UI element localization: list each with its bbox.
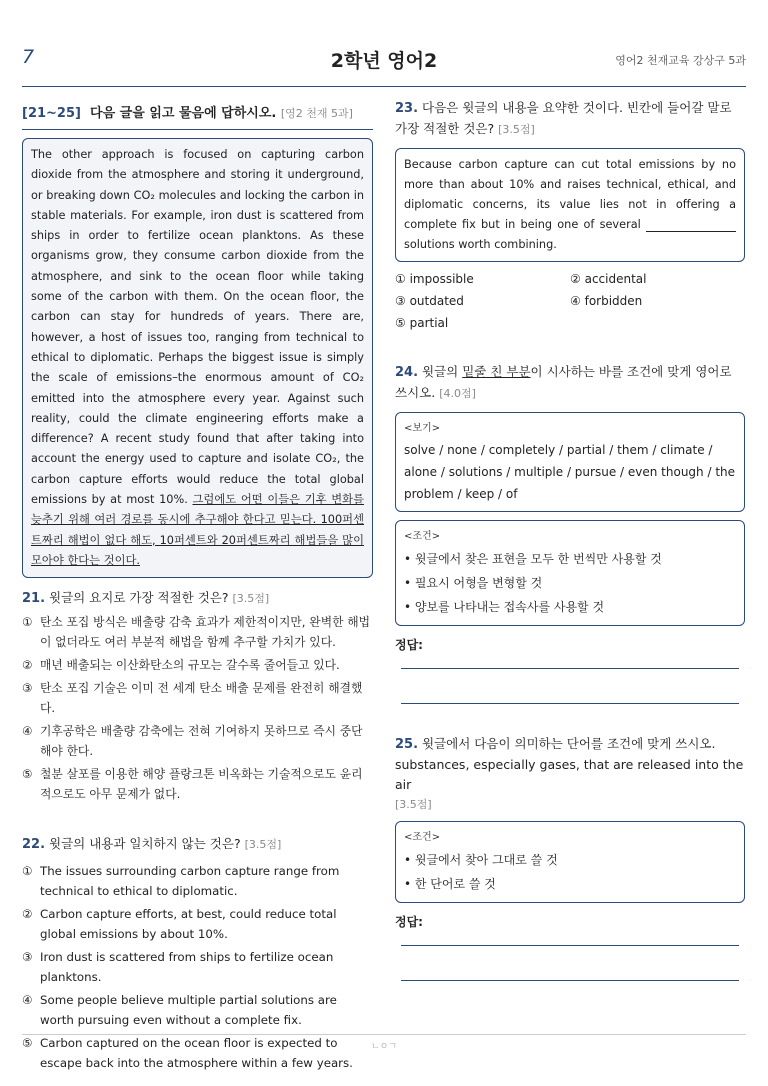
option-text: Some people believe multiple partial solutions are worth pursuing even without a complete fix. — [40, 993, 337, 1028]
option[interactable] — [22, 947, 373, 987]
question-25 — [395, 734, 745, 815]
section-source: [영2 천재 5과] — [280, 107, 353, 120]
option-mark: ④ — [570, 294, 581, 308]
option[interactable] — [22, 655, 373, 675]
question-text: 윗글의 요지로 가장 적절한 것은? — [49, 590, 229, 606]
question-points: [3.5점] — [498, 123, 535, 136]
option[interactable] — [22, 990, 373, 1030]
question-number: 21. — [22, 591, 46, 607]
question-22 — [22, 834, 373, 855]
question-points: [4.0점] — [439, 387, 476, 400]
option-text: Carbon captured on the ocean floor is expected to escape back into the atmosphere within a few years. — [40, 1036, 353, 1071]
option-mark: ② — [22, 907, 33, 922]
option-mark: ⑤ — [22, 767, 33, 782]
option[interactable] — [22, 861, 373, 901]
option-text: 철분 살포를 이용한 해양 플랑크톤 비옥화는 기술적으로도 윤리적으로도 아무 문제가 없다. — [40, 767, 363, 802]
question-24 — [395, 362, 745, 404]
section-heading — [22, 102, 373, 130]
condition-label: <조건> — [404, 531, 441, 542]
option-mark: ② — [22, 658, 33, 673]
condition-item: • 양보를 나타내는 접속사를 사용할 것 — [404, 600, 605, 614]
question-text: 윗글의 — [422, 364, 463, 379]
option[interactable] — [22, 612, 373, 652]
option-text: partial — [409, 316, 449, 330]
page-title: 2학년 영어2 — [330, 50, 438, 72]
option[interactable] — [395, 290, 570, 312]
option-mark: ④ — [22, 724, 33, 739]
answer-line[interactable] — [401, 979, 739, 981]
question-text: 다음은 윗글의 내용을 요약한 것이다. 빈칸에 들어갈 말로 가장 적절한 것은? — [395, 100, 732, 136]
option[interactable] — [395, 312, 570, 334]
q23-options — [395, 268, 745, 334]
condition-item: • 필요시 어형을 변형할 것 — [404, 576, 543, 590]
option-mark: ③ — [22, 681, 33, 696]
passage-text: The other approach is focused on capturing carbon dioxide from the atmosphere and storing it underground, or breaking down CO₂ molecules and locking the carbon in stable materials. For example, iron dust is scattered from ships in order to fertilize ocean planktons. As these organisms grow, they consume carbon dioxide from the atmosphere, and sink to the ocean floor while taking some of the carbon with them. On the ocean floor, the carbon can stay for hundreds of years. There are, however, a host of issues too, ranging from technical to ethical to diplomatic. Perhaps the biggest issue is simply the scale of emissions–the enormous amount of CO₂ emitted into the atmosphere every year. Against such reality, could the climate engineering efforts make a difference? A recent study found that after taking into account the energy used to capture and isolate CO₂, the carbon capture efforts would reduce the total global emissions by at most 10%. — [31, 148, 364, 507]
bogi-words: solve / none / completely / partial / them / climate / alone / solutions / multiple / pursue / even though / the problem / keep / of — [404, 443, 736, 501]
answer-line[interactable] — [401, 702, 739, 704]
condition-item: • 윗글에서 찾아 그대로 쓸 것 — [404, 853, 558, 867]
option-mark: ④ — [22, 993, 33, 1008]
option-text: impossible — [409, 272, 474, 286]
condition-box — [395, 821, 745, 903]
answer-line[interactable] — [401, 667, 739, 669]
option[interactable] — [22, 678, 373, 718]
question-points: [3.5점] — [395, 798, 432, 811]
question-definition: substances, especially gases, that are released into the air — [395, 757, 744, 792]
option[interactable] — [570, 268, 745, 290]
page-header — [22, 0, 746, 87]
option-mark: ③ — [395, 294, 406, 308]
question-number: 23. — [395, 101, 419, 116]
question-23 — [395, 98, 745, 140]
summary-before: Because carbon capture can cut total emissions by no more than about 10% and raises technical, ethical, and diplomatic concerns, its value lies not in offering a complete fix but in being one of several — [404, 158, 736, 231]
option-mark: ② — [570, 272, 581, 286]
option-mark: ① — [22, 864, 33, 879]
condition-item: • 윗글에서 찾은 표현을 모두 한 번씩만 사용할 것 — [404, 552, 662, 566]
passage-underlined: 그럼에도 어떤 이들은 기후 변화를 늦추기 위해 여러 경로를 동시에 추구해야 한다고 믿는다. 100퍼센트짜리 해법이 없다 해도, 10퍼센트와 20퍼센트짜리 해법들을 많이 모아야 한다는 것이다. — [31, 493, 364, 567]
question-21 — [22, 588, 373, 609]
answer-line[interactable] — [401, 944, 739, 946]
page-subtitle: 영어2 천재교육 강상구 5과 — [615, 54, 746, 67]
question-number: 25. — [395, 737, 419, 752]
question-number: 24. — [395, 365, 419, 380]
question-points: [3.5점] — [244, 838, 282, 852]
left-column — [22, 102, 373, 1073]
option-text: Iron dust is scattered from ships to fertilize ocean planktons. — [40, 950, 334, 985]
option-mark: ③ — [22, 950, 33, 965]
bogi-label: <보기> — [404, 423, 441, 434]
option[interactable] — [22, 721, 373, 761]
option-mark: ⑤ — [395, 316, 406, 330]
option-text: Carbon capture efforts, at best, could reduce total global emissions by about 10%. — [40, 907, 337, 942]
summary-box — [395, 148, 745, 262]
q21-options — [22, 612, 373, 804]
option-text: 기후공학은 배출량 감축에는 전혀 기여하지 못하므로 즉시 중단해야 한다. — [40, 724, 363, 759]
option-text: 탄소 포집 기술은 이미 전 세계 탄소 배출 문제를 완전히 해결했다. — [40, 681, 363, 716]
question-text-underlined: 밑줄 친 부분 — [462, 364, 531, 379]
option-mark: ① — [395, 272, 406, 286]
option-text: forbidden — [584, 294, 643, 308]
option[interactable] — [570, 290, 745, 312]
option[interactable] — [22, 764, 373, 804]
summary-blank — [646, 219, 736, 232]
condition-label: <조건> — [404, 832, 441, 843]
bogi-box — [395, 412, 745, 512]
option[interactable] — [395, 268, 570, 290]
answer-label: 정답: — [395, 915, 423, 929]
option-text: The issues surrounding carbon capture range from technical to ethical to diplomatic. — [40, 864, 340, 899]
question-number: 22. — [22, 837, 46, 853]
option[interactable] — [22, 904, 373, 944]
question-text: 윗글에서 다음이 의미하는 단어를 조건에 맞게 쓰시오. — [422, 736, 716, 751]
option-text: accidental — [584, 272, 647, 286]
option-mark: ⑤ — [22, 1036, 33, 1051]
question-text-after: 이 시사하는 바를 조건에 맞게 영어로 쓰시오. — [395, 364, 732, 400]
condition-item: • 한 단어로 쓸 것 — [404, 877, 496, 891]
condition-box — [395, 520, 745, 626]
section-title: 다음 글을 읽고 물음에 답하시오. — [90, 106, 277, 121]
right-column — [395, 98, 745, 981]
page-footer: ㄴㅇㄱ — [22, 1034, 746, 1052]
page-number: 7 — [22, 46, 35, 68]
summary-after: solutions worth combining. — [404, 238, 557, 251]
option-text: 매년 배출되는 이산화탄소의 규모는 갈수록 줄어들고 있다. — [40, 658, 340, 673]
option-text: 탄소 포집 방식은 배출량 감축 효과가 제한적이지만, 완벽한 해법이 없더라도 여러 부분적 해법을 함께 추구할 가치가 있다. — [40, 615, 371, 650]
option-mark: ① — [22, 615, 33, 630]
option-text: outdated — [409, 294, 464, 308]
section-range: [21~25] — [22, 106, 81, 121]
answer-label: 정답: — [395, 638, 423, 652]
question-text: 윗글의 내용과 일치하지 않는 것은? — [49, 836, 241, 852]
reading-passage — [22, 138, 373, 578]
question-points: [3.5점] — [232, 592, 270, 606]
